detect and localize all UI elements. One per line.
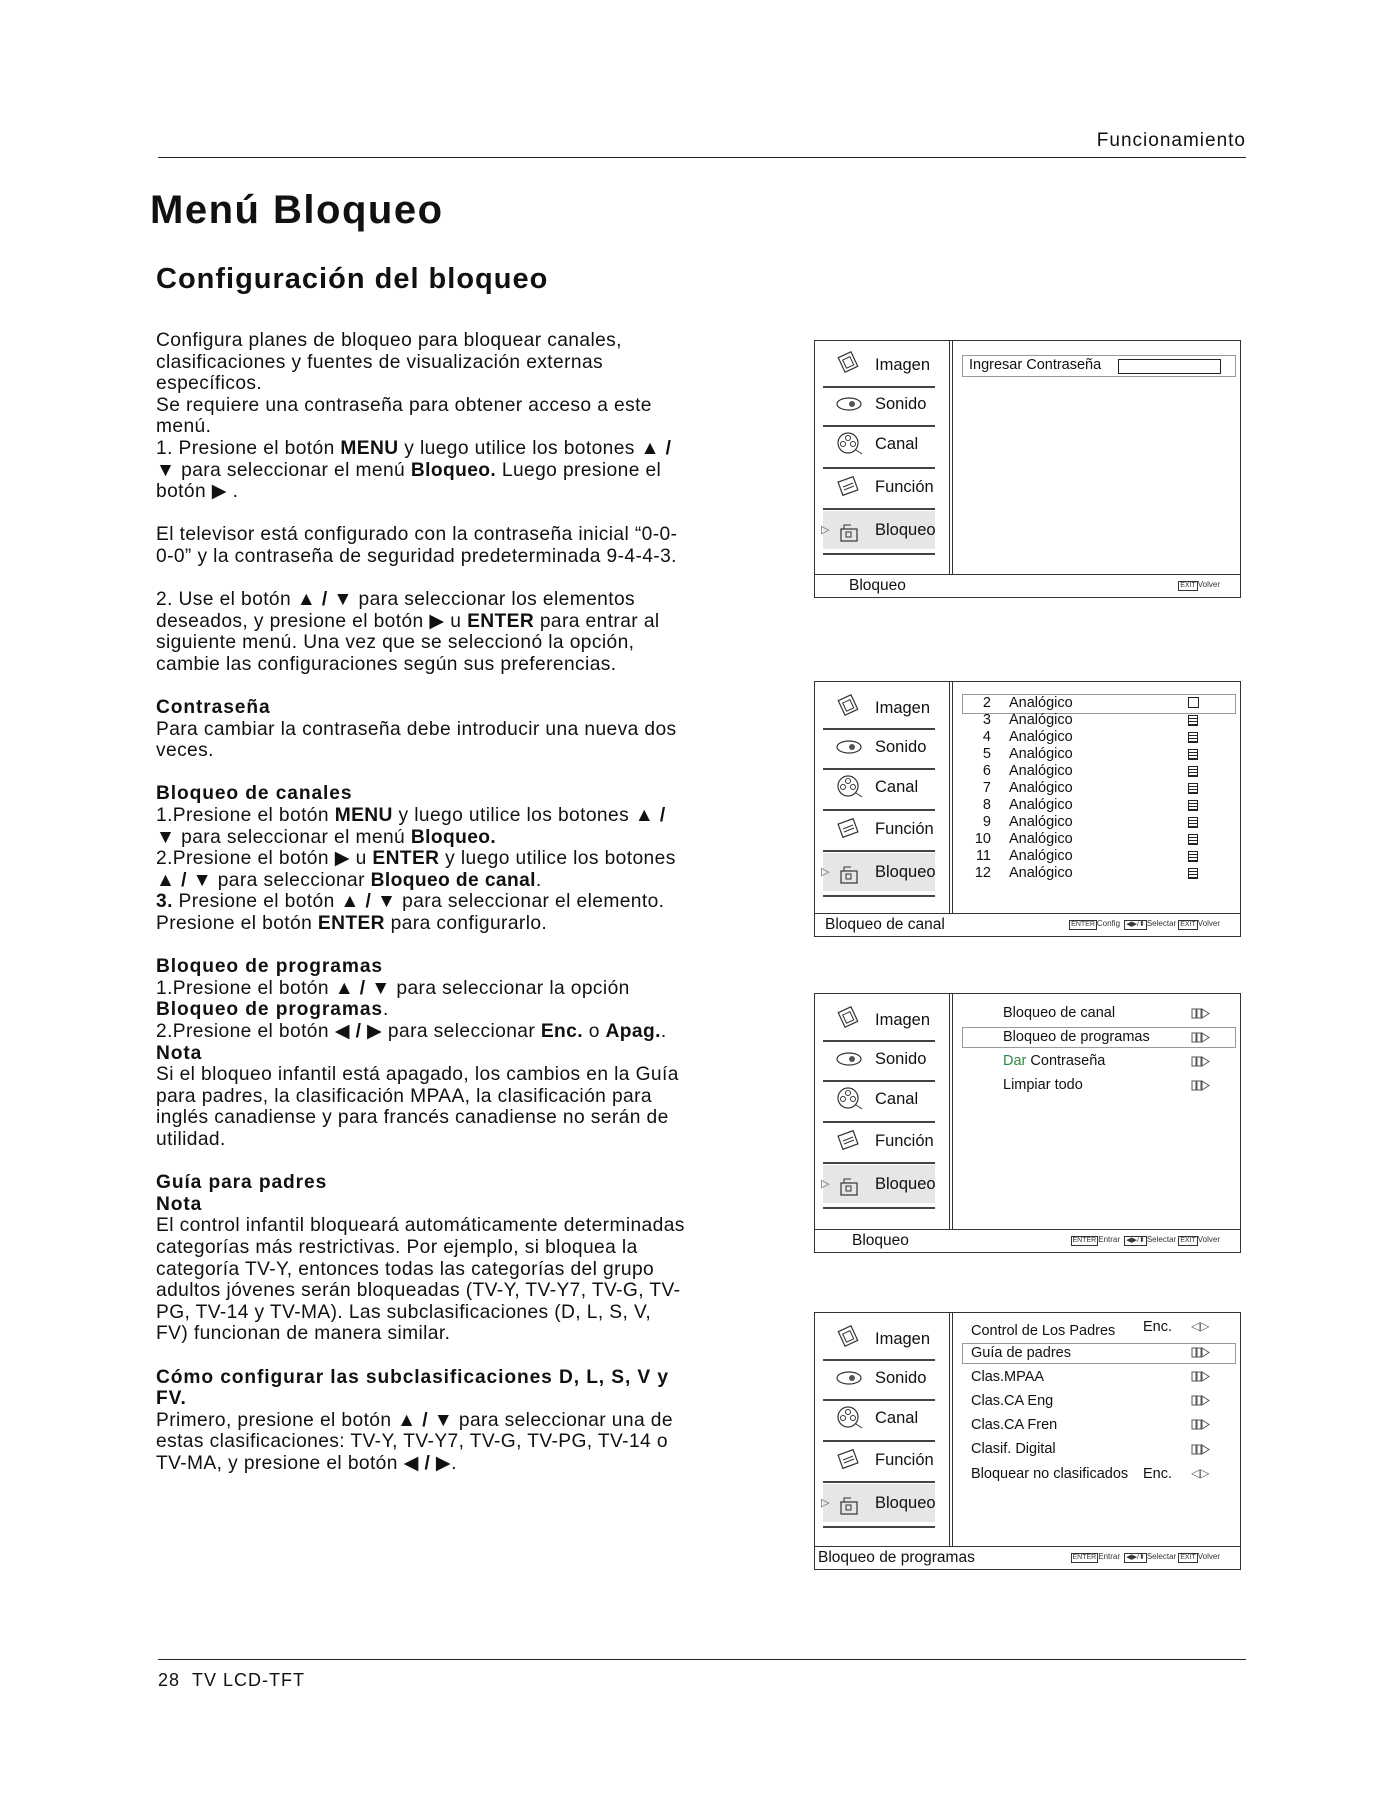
channel-row[interactable]: 10 Analógico xyxy=(955,831,1235,848)
menu-item-bloqueo[interactable]: ▷ Bloqueo xyxy=(823,511,935,549)
function-icon xyxy=(835,815,863,841)
lock-icon xyxy=(835,520,863,546)
menu-item-canal[interactable]: Canal xyxy=(823,1081,935,1115)
block-unrated-value: Enc. xyxy=(1143,1466,1173,1482)
menu-item-funcion[interactable]: Función xyxy=(823,1442,935,1476)
locked-icon[interactable] xyxy=(1188,732,1198,743)
selected-arrow-icon: ▷ xyxy=(821,1497,830,1509)
menu-item-canal[interactable]: Canal xyxy=(823,1400,935,1434)
enter-arrow-icon xyxy=(1191,1056,1211,1067)
channel-row[interactable]: 8 Analógico xyxy=(955,797,1235,814)
enter-arrow-icon xyxy=(1191,1080,1211,1091)
menu-item-canal[interactable]: Canal xyxy=(823,426,935,460)
enter-arrow-icon xyxy=(1191,1444,1211,1455)
option-mpaa[interactable]: Clas.MPAA xyxy=(971,1369,1045,1385)
instructions-column: Configura planes de bloqueo para bloquear canales, clasificaciones y fuentes de visualización externas específicos. Se requiere una contraseña para obtener acceso a este menú. 1. Presione el botón MENU y luego utilice los botones ▲ / ▼ para seleccionar el menú Bloqueo. Luego presione el botón ▶ . El televisor está configurado con la contraseña inicial “0-0-0-0” y la contraseña de seguridad predeterminada 9-4-4-3. 2. Use el botón ▲ / ▼ para seleccionar los elementos deseados, y presione el botón ▶ u ENTER para entrar al siguiente menú. Una vez que se seleccionó la opción, cambie las configuraciones según sus preferencias. Contraseña Para cambiar la contraseña debe introducir una nueva dos veces. Bloqueo de canales 1.Presione el botón MENU y luego utilice los botones ▲ / ▼ para seleccionar el menú Bloqueo. 2.Presione el botón ▶ u ENTER y luego utilice los botones ▲ / ▼ para seleccionar Bloqueo de canal. 3. Presione el botón ▲ / ▼ para seleccionar el elemento. Presione el botón ENTER para configurarlo. Bloqueo de programas 1.Presione el botón ▲ / ▼ para seleccionar la opción Bloqueo de programas. 2.Presione el botón ◀ / ▶ para seleccionar Enc. o Apag.. Nota Si el bloqueo infantil está apagado, los cambios en la Guía para padres, la clasificación MPAA, la clasificación para inglés canadiense y para francés canadiense no serán de utilidad. Guía para padres Nota El control infantil bloqueará automáticamente determinadas categorías más restrictivas. Por ejemplo, si bloquea la categoría TV-Y, entonces todas las categorías del grupo adultos jóvenes serán bloqueadas (TV-Y, TV-Y7, TV-G, TV-PG, TV-14 y TV-MA). Las subclasificaciones (D, L, S, V, FV) funcionan de manera similar. Cómo configurar las subclasificaciones D, L, S, V y FV. Primero, presione el botón ▲ / ▼ para seleccionar una de estas clasificaciones: TV-Y, TV-Y7, TV-G, TV-PG, TV-14 o TV-MA, y presione el botón ◀ / ▶. xyxy=(156,330,685,1474)
menu-item-imagen[interactable]: Imagen xyxy=(823,1002,935,1036)
menu-item-sonido[interactable]: Sonido xyxy=(823,386,935,420)
channel-row[interactable]: 7 Analógico xyxy=(955,780,1235,797)
channel-row[interactable]: 12 Analógico xyxy=(955,865,1235,882)
option-ca-english[interactable]: Clas.CA Eng xyxy=(971,1393,1054,1409)
page-number: 28 xyxy=(158,1670,181,1690)
page-footer xyxy=(158,1670,305,1691)
option-parental-guide[interactable]: Guía de padres xyxy=(971,1345,1071,1361)
password-section: Contraseña Para cambiar la contraseña debe introducir una nueva dos veces. xyxy=(156,697,677,762)
product-name: TV LCD-TFT xyxy=(192,1670,306,1690)
channel-row[interactable]: 11 Analógico xyxy=(955,848,1235,865)
osd-status-bar: Bloqueo EXIT Volver xyxy=(815,574,1240,597)
menu-item-bloqueo[interactable]: ▷ Bloqueo xyxy=(823,1165,935,1203)
option-channel-lock[interactable]: Bloqueo de canal xyxy=(1003,1005,1116,1021)
intro-text: Configura planes de bloqueo para bloquear canales, clasificaciones y fuentes de visualización externas específicos. xyxy=(156,330,622,395)
enter-arrow-icon xyxy=(1191,1395,1211,1406)
menu-item-canal[interactable]: Canal xyxy=(823,769,935,803)
page-title: Menú Bloqueo xyxy=(150,188,444,232)
channel-row[interactable]: 6 Analógico xyxy=(955,763,1235,780)
film-reel-icon xyxy=(835,773,863,799)
locked-icon[interactable] xyxy=(1188,800,1198,811)
film-reel-icon xyxy=(835,430,863,456)
unlocked-checkbox[interactable] xyxy=(1188,697,1199,708)
menu-item-sonido[interactable]: Sonido xyxy=(823,1360,935,1394)
enter-arrow-icon xyxy=(1191,1347,1211,1358)
osd-status-bar: Bloqueo de programas ENTER Entrar ◀▶/⬍ Selectar EXIT Volver xyxy=(815,1546,1240,1569)
parental-control-value: Enc. xyxy=(1143,1319,1173,1335)
picture-icon xyxy=(835,1006,863,1032)
speaker-icon xyxy=(835,733,863,759)
option-set-password[interactable]: Dar Contraseña xyxy=(1003,1053,1106,1069)
program-lock-section: Bloqueo de programas 1.Presione el botón ▲ / ▼ para seleccionar la opción Bloqueo de programas. 2.Presione el botón ◀ / ▶ para seleccionar Enc. o Apag.. Nota Si el bloqueo infantil está apagado, los cambios en la Guía para padres, la clasificación MPAA, la clasificación para inglés canadiense y para francés canadiense no serán de utilidad. xyxy=(156,956,679,1150)
channel-row[interactable]: 3 Analógico xyxy=(955,712,1235,729)
menu-item-bloqueo[interactable]: ▷ Bloqueo xyxy=(823,853,935,891)
lock-icon xyxy=(835,1174,863,1200)
osd-lock-menu-screen xyxy=(814,993,1241,1253)
selected-arrow-icon: ▷ xyxy=(821,866,830,878)
password-field-row[interactable]: Ingresar Contraseña xyxy=(962,355,1236,377)
selected-arrow-icon: ▷ xyxy=(821,524,830,536)
channel-row[interactable]: 9 Analógico xyxy=(955,814,1235,831)
enter-arrow-icon xyxy=(1191,1032,1211,1043)
locked-icon[interactable] xyxy=(1188,868,1198,879)
option-clear-all[interactable]: Limpiar todo xyxy=(1003,1077,1083,1093)
channel-row[interactable]: 2 Analógico xyxy=(955,695,1235,712)
osd-channel-lock-screen xyxy=(814,681,1241,937)
picture-icon xyxy=(835,1325,863,1351)
section-title: Configuración del bloqueo xyxy=(156,263,549,295)
option-block-unrated[interactable]: Bloquear no clasificados xyxy=(971,1466,1129,1482)
lock-icon xyxy=(835,862,863,888)
password-note: El televisor está configurado con la contraseña inicial “0-0-0-0” y la contraseña de seguridad predeterminada 9-4-4-3. xyxy=(156,524,678,567)
left-right-arrows-icon[interactable]: ◁▷ xyxy=(1191,1319,1210,1333)
channel-row[interactable]: 4 Analógico xyxy=(955,729,1235,746)
speaker-icon xyxy=(835,390,863,416)
password-input[interactable] xyxy=(1118,359,1221,374)
enter-arrow-icon xyxy=(1191,1008,1211,1019)
option-parental-control[interactable]: Control de Los Padres xyxy=(971,1323,1116,1339)
film-reel-icon xyxy=(835,1085,863,1111)
locked-icon[interactable] xyxy=(1188,783,1198,794)
film-reel-icon xyxy=(835,1404,863,1430)
function-icon xyxy=(835,1446,863,1472)
step-2: 2. Use el botón ▲ / ▼ para seleccionar los elementos deseados, y presione el botón ▶ u ENTER para entrar al siguiente menú. Una vez que se seleccionó la opción, cambie las configuraciones según sus preferencias. xyxy=(156,589,660,675)
channel-row[interactable]: 5 Analógico xyxy=(955,746,1235,763)
option-digital-rating[interactable]: Clasif. Digital xyxy=(971,1441,1056,1457)
footer-rule xyxy=(158,1659,1246,1660)
speaker-icon xyxy=(835,1364,863,1390)
menu-item-imagen[interactable]: Imagen xyxy=(823,1321,935,1355)
locked-icon[interactable] xyxy=(1188,834,1198,845)
menu-item-imagen[interactable]: Imagen xyxy=(823,347,935,381)
menu-item-funcion[interactable]: Función xyxy=(823,469,935,503)
osd-program-lock-screen xyxy=(814,1312,1241,1570)
running-header: Funcionamiento xyxy=(1096,130,1246,151)
menu-item-funcion[interactable]: Función xyxy=(823,1123,935,1157)
option-program-lock[interactable]: Bloqueo de programas xyxy=(1003,1029,1150,1045)
locked-icon[interactable] xyxy=(1188,817,1198,828)
function-icon xyxy=(835,1127,863,1153)
menu-item-sonido[interactable]: Sonido xyxy=(823,729,935,763)
enter-arrow-icon xyxy=(1191,1419,1211,1430)
osd-status-bar: Bloqueo de canal ENTER Config ◀▶/⬍ Selectar EXIT Volver xyxy=(815,913,1240,936)
subrating-section: Cómo configurar las subclasificaciones D, L, S, V y FV. Primero, presione el botón ▲ / ▼ para seleccionar una de estas clasificaciones: TV-Y, TV-Y7, TV-G, TV-PG, TV-14 o TV-MA, y presione el botón ◀ / ▶. xyxy=(156,1366,673,1474)
locked-icon[interactable] xyxy=(1188,766,1198,777)
speaker-icon xyxy=(835,1045,863,1071)
header-rule xyxy=(158,157,1246,158)
osd-password-screen xyxy=(814,340,1241,598)
locked-icon[interactable] xyxy=(1188,749,1198,760)
channel-lock-section: Bloqueo de canales 1.Presione el botón MENU y luego utilice los botones ▲ / ▼ para seleccionar el menú Bloqueo. 2.Presione el botón ▶ u ENTER y luego utilice los botones ▲ / ▼ para seleccionar Bloqueo de canal. 3. Presione el botón ▲ / ▼ para seleccionar el elemento. Presione el botón ENTER para configurarlo. xyxy=(156,783,676,935)
parental-guide-section: Guía para padres Nota El control infantil bloqueará automáticamente determinadas categorías más restrictivas. Por ejemplo, si bloquea la categoría TV-Y, entonces todas las categorías del grupo adultos jóvenes serán bloqueadas (TV-Y, TV-Y7, TV-G, TV-PG, TV-14 y TV-MA). Las subclasificaciones (D, L, S, V, FV) funcionan de manera similar. xyxy=(156,1172,685,1345)
picture-icon xyxy=(835,694,863,720)
locked-icon[interactable] xyxy=(1188,715,1198,726)
lock-icon xyxy=(835,1493,863,1519)
osd-status-bar: Bloqueo ENTER Entrar ◀▶/⬍ Selectar EXIT Volver xyxy=(815,1229,1240,1252)
menu-item-imagen[interactable]: Imagen xyxy=(823,690,935,724)
left-right-arrows-icon[interactable]: ◁▷ xyxy=(1191,1466,1210,1480)
selected-arrow-icon: ▷ xyxy=(821,1178,830,1190)
option-ca-french[interactable]: Clas.CA Fren xyxy=(971,1417,1058,1433)
enter-arrow-icon xyxy=(1191,1371,1211,1382)
menu-item-funcion[interactable]: Función xyxy=(823,811,935,845)
menu-item-sonido[interactable]: Sonido xyxy=(823,1041,935,1075)
menu-item-bloqueo[interactable]: ▷ Bloqueo xyxy=(823,1484,935,1522)
function-icon xyxy=(835,473,863,499)
locked-icon[interactable] xyxy=(1188,851,1198,862)
intro-text-2: Se requiere una contraseña para obtener acceso a este menú. xyxy=(156,394,652,438)
picture-icon xyxy=(835,351,863,377)
